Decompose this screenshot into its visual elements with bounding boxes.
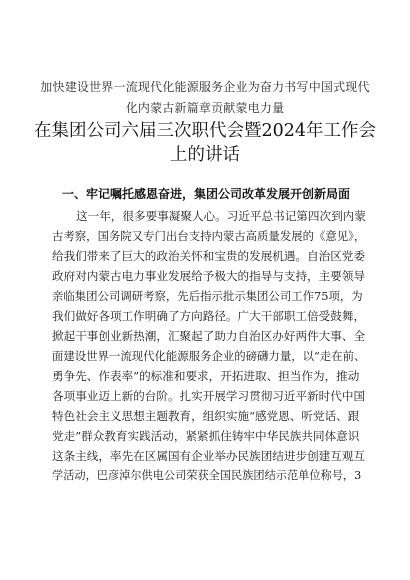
body-line-12: 党走”群众教育实践活动，紧紧抓住铸牢中华民族共同体意识 bbox=[52, 429, 360, 443]
body-line-13: 这条主线，率先在区属国有企业举办民族团结进步创建互观互 bbox=[52, 449, 366, 463]
body-line-6: 我们做好各项工作明确了方向路径。广大干部职工倍受鼓舞， bbox=[52, 309, 366, 323]
page-title-line-1: 在集团公司六届三次职代会暨2024年工作会 bbox=[33, 121, 377, 141]
body-line-10: 各项事业迈上新的台阶。扎实开展学习贯彻习近平新时代中国 bbox=[52, 389, 366, 403]
body-line-14: 学活动，巴彦淖尔供电公司荣获全国民族团结示范单位称号，3 bbox=[52, 469, 362, 482]
body-line-9: 勇争先、作表率”的标准和要求，开拓进取、担当作为，推动 bbox=[52, 369, 360, 383]
subtitle-line-1: 加快建设世界一流现代化能源服务企业为奋力书写中国式现代 bbox=[40, 80, 370, 94]
body-line-4: 政府对内蒙古电力事业发展给予极大的指导与支持，主要领导 bbox=[52, 269, 366, 283]
body-line-8: 面建设世界一流现代化能源服务企业的磅礴力量，以“走在前、 bbox=[52, 349, 366, 363]
body-line-7: 掀起干事创业新热潮，汇聚起了助力自治区办好两件大事、全 bbox=[52, 329, 366, 343]
page-title-line-2: 上的讲话 bbox=[170, 145, 240, 165]
section-heading: 一、牢记嘱托感恩奋进，集团公司改革发展开创新局面 bbox=[62, 187, 351, 201]
body-line-1: 这一年，很多要事凝聚人心。习近平总书记第四次到内蒙 bbox=[76, 209, 366, 223]
body-line-11: 特色社会主义思想主题教育，组织实施“感党恩、听党话、跟 bbox=[52, 409, 360, 423]
body-line-3: 给我们带来了巨大的政治关怀和宝贵的发展机遇。自治区党委 bbox=[52, 249, 366, 263]
subtitle-line-2: 化内蒙古新篇章贡献蒙电力量 bbox=[125, 101, 285, 115]
body-line-5: 亲临集团公司调研考察，先后指示批示集团公司工作75项，为 bbox=[52, 289, 363, 303]
body-line-2: 古考察，国务院又专门出台支持内蒙古高质量发展的《意见》， bbox=[52, 229, 366, 243]
